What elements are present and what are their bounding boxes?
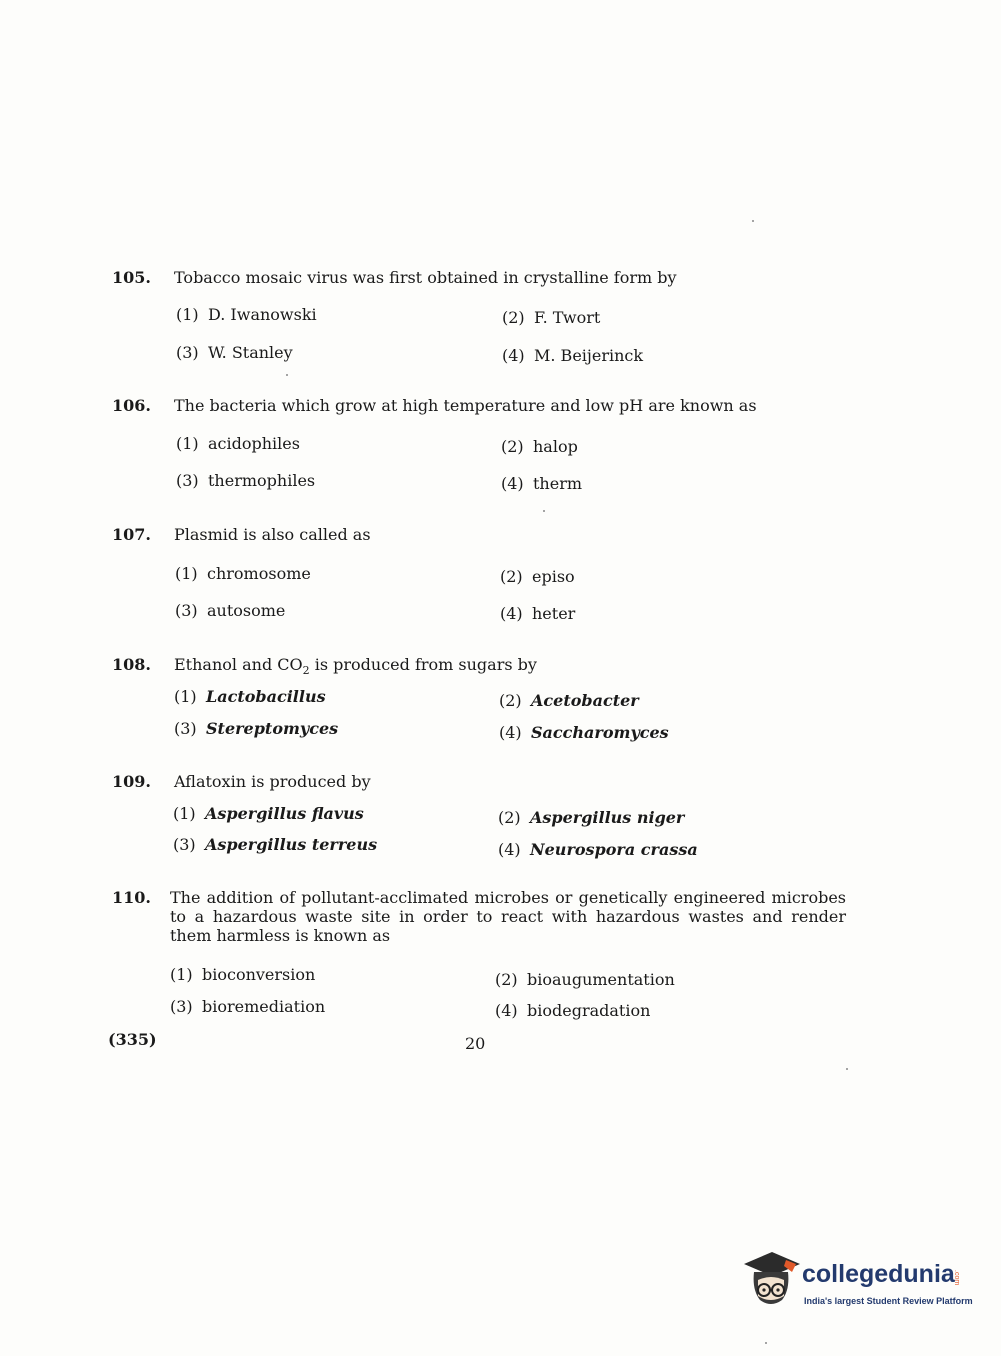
question-number: 108. (112, 655, 151, 674)
option-4: (4) therm (501, 474, 583, 493)
page-number: 20 (465, 1034, 486, 1053)
question-text: Aflatoxin is produced by (174, 772, 371, 791)
option-2: (2) Aspergillus niger (498, 808, 685, 827)
logo-wordmark: collegedunia (802, 1260, 955, 1288)
mascot-icon (740, 1250, 802, 1312)
option-4: (4) heter (500, 604, 576, 623)
option-4: (4) M. Beijerinck (502, 346, 644, 365)
option-4: (4) Neurospora crassa (498, 840, 698, 859)
question-text: Plasmid is also called as (174, 525, 371, 544)
option-3: (3) W. Stanley (176, 343, 293, 362)
question-text: Ethanol and $CO_2$ is produced from sugars by (174, 655, 537, 678)
option-1: (1) Lactobacillus (174, 687, 326, 706)
question-number: 106. (112, 396, 151, 415)
option-1: (1) bioconversion (170, 965, 316, 984)
question-number: 110. (112, 888, 151, 907)
option-2: (2) F. Twort (502, 308, 601, 327)
booklet-code: (335) (108, 1030, 157, 1049)
option-3: (3) thermophiles (176, 471, 316, 490)
option-1: (1) D. Iwanowski (176, 305, 317, 324)
option-4: (4) Saccharomyces (499, 723, 669, 742)
question-number: 105. (112, 268, 151, 287)
option-2: (2) episo (500, 567, 575, 586)
scan-speck (846, 1068, 848, 1070)
logo-tagline: India's largest Student Review Platform (804, 1296, 973, 1306)
collegedunia-logo (740, 1250, 973, 1315)
option-3: (3) Stereptomyces (174, 719, 339, 738)
option-2: (2) halop (501, 437, 578, 456)
option-1: (1) acidophiles (176, 434, 300, 453)
logo-domain-suffix: .com (953, 1270, 960, 1286)
option-1: (1) chromosome (175, 564, 311, 583)
question-number: 107. (112, 525, 151, 544)
question-number: 109. (112, 772, 151, 791)
question-text: The addition of pollutant-acclimated microbes or genetically engineered microbes to a hazardous waste site in order to react with hazardous wastes and render them harmless is known as (170, 888, 846, 945)
option-3: (3) bioremediation (170, 997, 326, 1016)
option-3: (3) autosome (175, 601, 286, 620)
option-1: (1) Aspergillus flavus (173, 804, 364, 823)
scan-speck (752, 220, 754, 222)
scan-speck (286, 374, 288, 376)
scan-speck (543, 510, 545, 512)
option-2: (2) bioaugumentation (495, 970, 675, 989)
option-4: (4) biodegradation (495, 1001, 651, 1020)
question-text: The bacteria which grow at high temperature and low pH are known as (174, 396, 757, 415)
option-3: (3) Aspergillus terreus (173, 835, 378, 854)
question-text: Tobacco mosaic virus was first obtained in crystalline form by (174, 268, 677, 287)
scan-speck (765, 1342, 767, 1344)
option-2: (2) Acetobacter (499, 691, 639, 710)
